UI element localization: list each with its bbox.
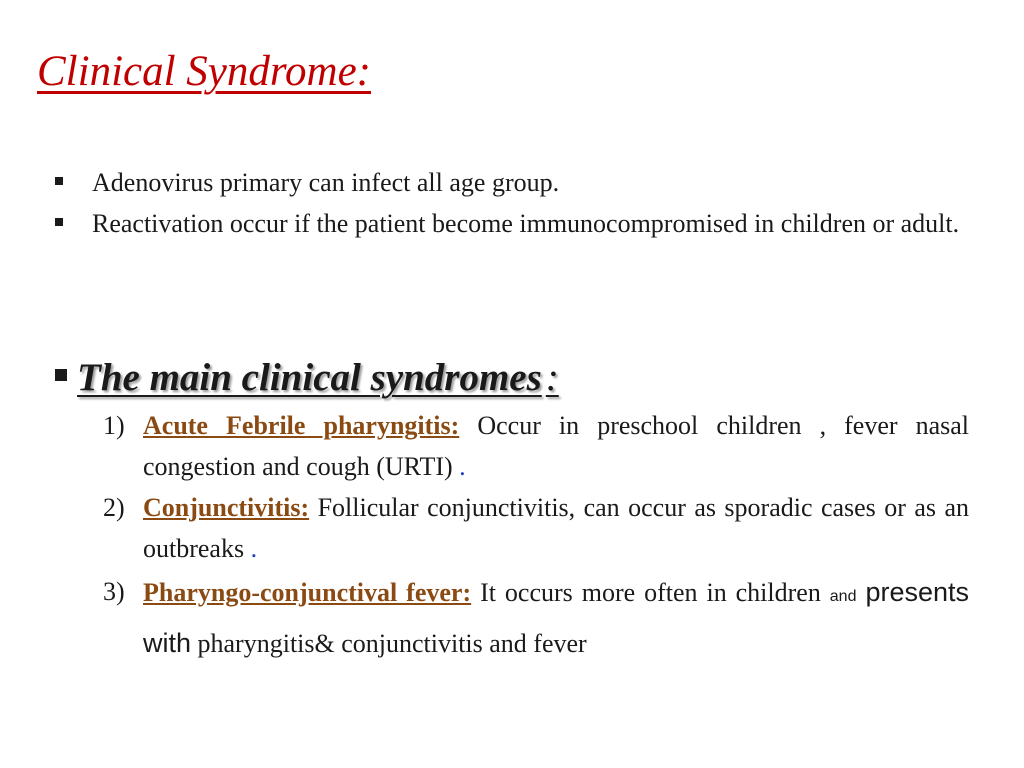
square-bullet-icon bbox=[55, 218, 63, 226]
intro-bullet-item bbox=[55, 162, 970, 203]
syndrome-description-presents: presents with bbox=[143, 577, 969, 658]
syndrome-description: It occurs more often in children bbox=[480, 578, 821, 607]
square-bullet-icon bbox=[55, 177, 63, 185]
intro-bullet-item bbox=[55, 203, 970, 244]
square-bullet-icon bbox=[55, 369, 67, 381]
syndrome-description-and: and bbox=[829, 588, 857, 605]
syndrome-item bbox=[103, 487, 970, 569]
syndrome-number: 1) bbox=[103, 411, 125, 440]
syndrome-description: Occur in preschool children , fever nasal congestion and cough (URTI) bbox=[143, 411, 970, 481]
syndrome-term: Acute Febrile pharyngitis: bbox=[143, 411, 460, 440]
syndrome-end-dot: . bbox=[250, 534, 258, 563]
syndromes-heading-text: The main clinical syndromes bbox=[77, 356, 542, 399]
syndrome-list bbox=[103, 405, 970, 667]
syndrome-item bbox=[103, 405, 970, 487]
syndrome-item bbox=[103, 569, 969, 667]
syndrome-description-end: pharyngitis& conjunctivitis and fever bbox=[197, 629, 587, 658]
syndrome-number: 2) bbox=[103, 493, 125, 522]
syndrome-term: Pharyngo-conjunctival fever: bbox=[143, 578, 472, 607]
syndromes-heading bbox=[55, 351, 559, 405]
intro-bullet-text: Reactivation occur if the patient become immunocompromised in children or adult. bbox=[92, 209, 960, 238]
intro-bullet-list bbox=[55, 162, 970, 244]
slide-title: Clinical Syndrome: bbox=[37, 48, 371, 95]
syndrome-number: 3) bbox=[103, 577, 125, 606]
syndrome-description: Follicular conjunctivitis, can occur as sporadic cases or as an outbreaks bbox=[143, 493, 970, 563]
intro-bullet-text: Adenovirus primary can infect all age group. bbox=[92, 168, 560, 197]
syndrome-end-dot: . bbox=[459, 452, 466, 481]
syndromes-heading-colon: : bbox=[545, 356, 559, 399]
syndrome-term: Conjunctivitis: bbox=[143, 493, 310, 522]
